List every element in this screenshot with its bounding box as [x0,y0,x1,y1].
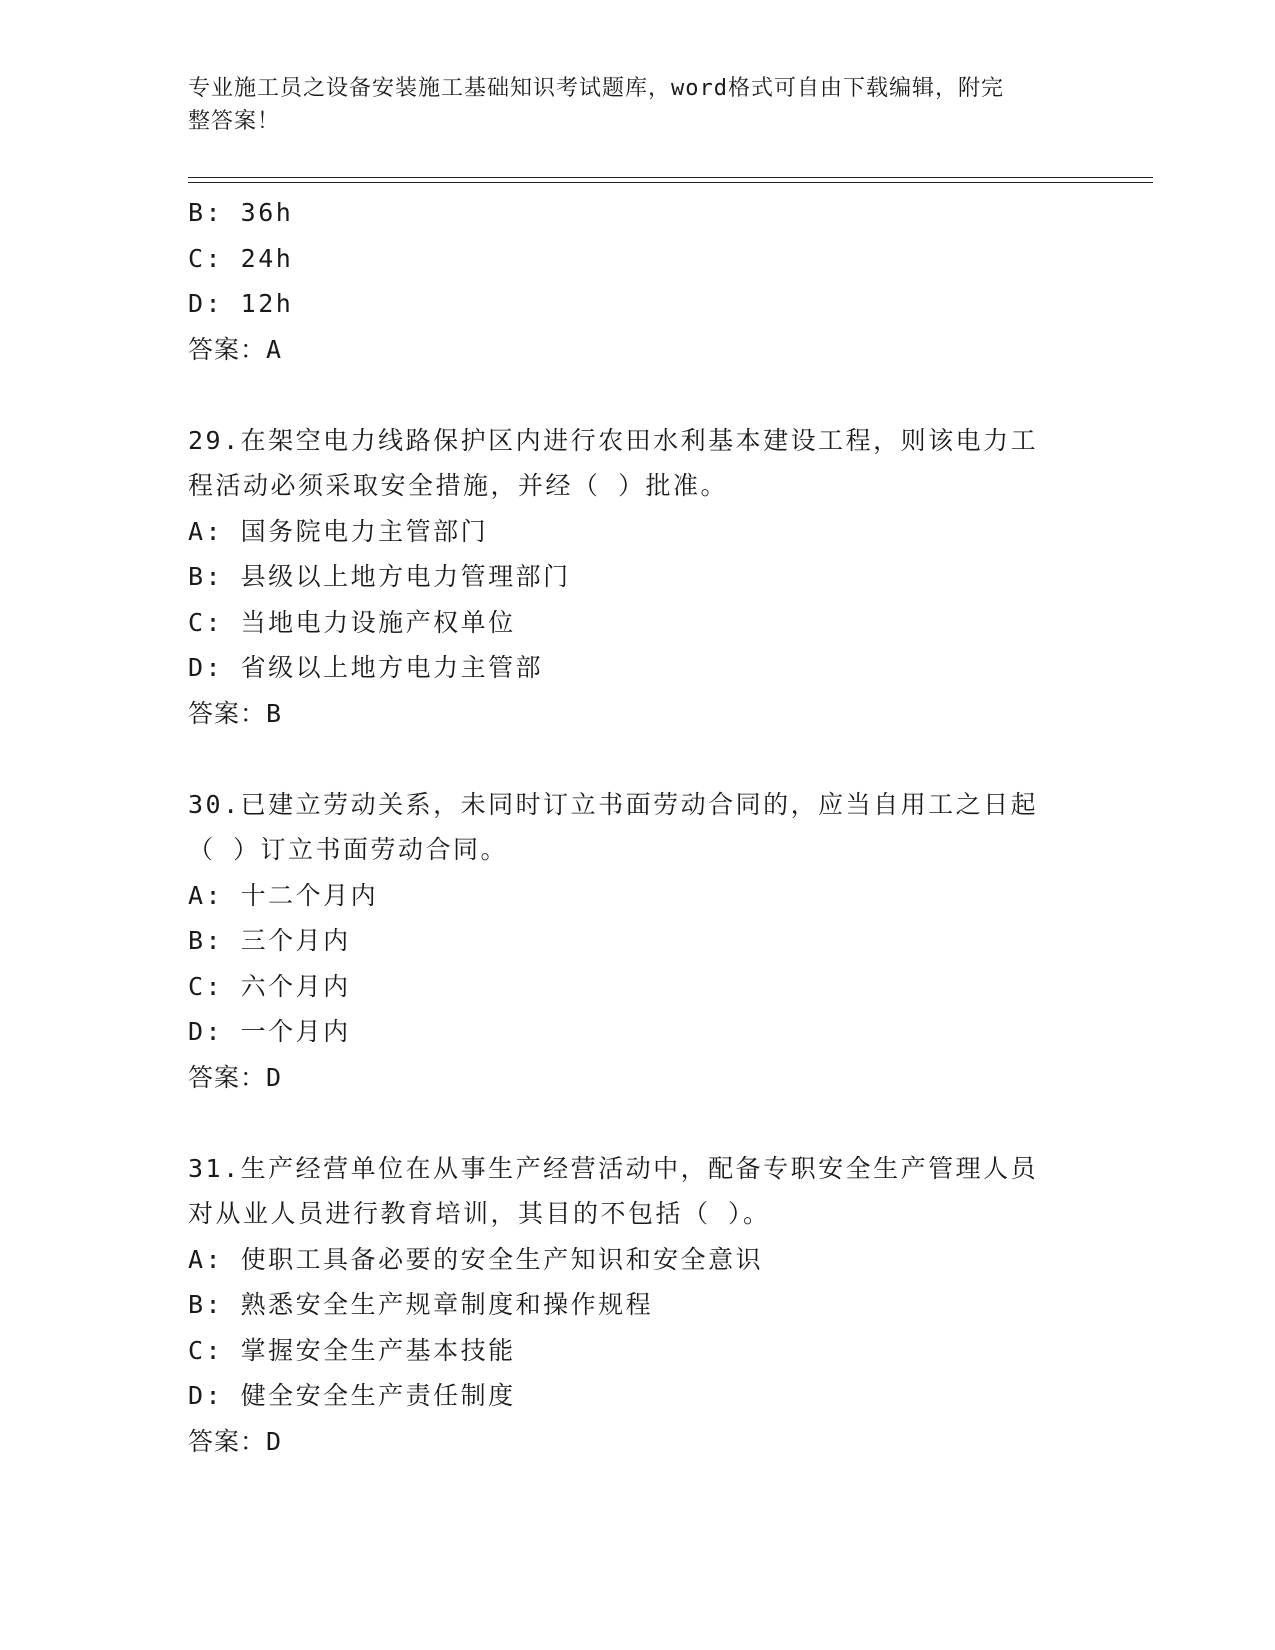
option-c: C: 24h [188,243,294,273]
header-line-2: 整答案！ [188,109,281,134]
document-header [188,72,1068,138]
question-30 [188,782,1088,1101]
option-c: C: 当地电力设施产权单位 [188,607,516,637]
answer-line: 答案：D [188,1062,283,1092]
header-divider-bottom [188,182,1153,183]
question-stem-line-2: 程活动必须采取安全措施，并经（ ）批准。 [188,471,729,500]
option-a: A: 使职工具备必要的安全生产知识和安全意识 [188,1244,764,1274]
option-a: A: 十二个月内 [188,880,379,910]
option-c: C: 掌握安全生产基本技能 [188,1335,516,1365]
question-stem-line-2: 对从业人员进行教育培训，其目的不包括（ ）。 [188,1199,771,1228]
question-stem-line-1: 30.已建立劳动关系，未同时订立书面劳动合同的，应当自用工之日起 [188,789,1039,819]
spacer [188,1100,1088,1146]
option-b: B: 36h [188,198,294,227]
option-d: D: 12h [188,289,294,318]
option-d: D: 健全安全生产责任制度 [188,1381,516,1410]
question-stem-line-1: 29.在架空电力线路保护区内进行农田水利基本建设工程，则该电力工 [188,425,1039,455]
option-d: D: 一个月内 [188,1017,351,1046]
question-content [188,190,1088,1464]
answer-line: 答案：D [188,1426,283,1456]
option-a: A: 国务院电力主管部门 [188,516,489,546]
question-stem-line-1: 31.生产经营单位在从事生产经营活动中，配备专职安全生产管理人员 [188,1153,1039,1183]
option-d: D: 省级以上地方电力主管部 [188,653,544,682]
header-divider-top [188,177,1153,178]
question-31 [188,1146,1088,1465]
question-29 [188,418,1088,737]
header-line-1: 专业施工员之设备安装施工基础知识考试题库，word格式可自由下载编辑，附完 [188,76,1004,101]
option-b: B: 县级以上地方电力管理部门 [188,562,571,591]
question-stem-line-2: （ ）订立书面劳动合同。 [188,835,509,864]
option-b: B: 熟悉安全生产规章制度和操作规程 [188,1290,654,1319]
answer-line: 答案：A [188,334,283,364]
option-b: B: 三个月内 [188,926,351,955]
spacer [188,372,1088,418]
spacer [188,736,1088,782]
answer-line: 答案：B [188,698,283,728]
partial-question [188,190,1088,372]
option-c: C: 六个月内 [188,971,351,1001]
